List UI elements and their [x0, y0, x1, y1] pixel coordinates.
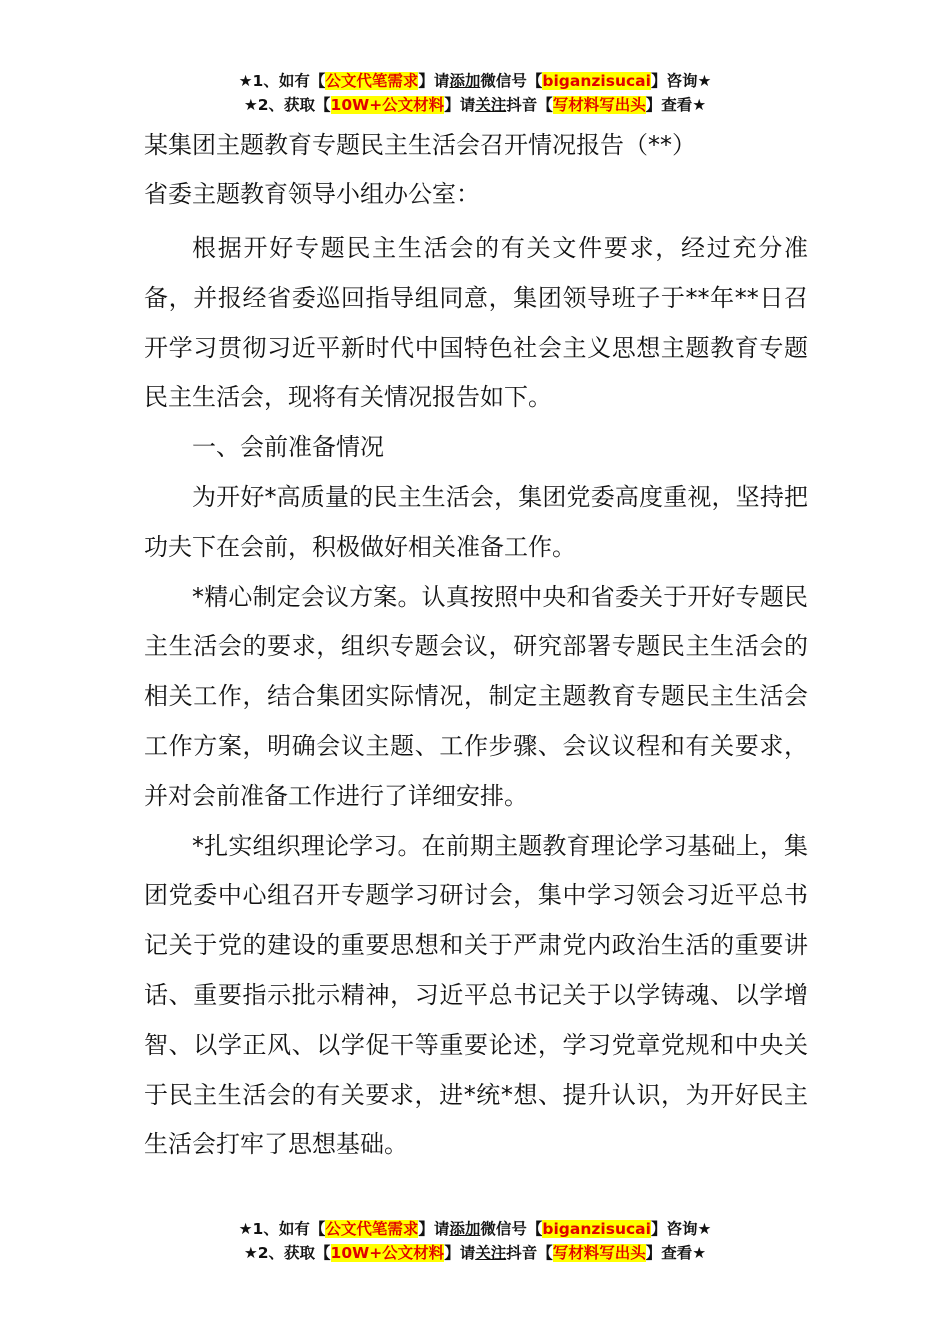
paragraph-meeting-plan: *精心制定会议方案。认真按照中央和省委关于开好专题民主生活会的要求，组织专题会议，研究部署专题民主生活会的相关工作，结合集团实际情况，制定主题教育专题民主生活会工作方案，明确会议主题、工作步骤、会议议程和有关要求，并对会前准备工作进行了详细安排。 — [144, 582, 808, 810]
banner-text: 】请 — [418, 1220, 450, 1238]
highlight-materials: 10W+公文材料 — [330, 96, 445, 114]
banner-text: 】咨询★ — [650, 1220, 712, 1238]
header-banner — [0, 69, 950, 117]
paragraph-preparation: 为开好*高质量的民主生活会，集团党委高度重视，坚持把功夫下在会前，积极做好相关准备工作。 — [144, 482, 808, 561]
paragraph-theory-study: *扎实组织理论学习。在前期主题教育理论学习基础上，集团党委中心组召开专题学习研讨会，集中学习领会习近平总书记关于党的建设的重要思想和关于严肃党内政治生活的重要讲话、重要指示批示精神，习近平总书记关于以学铸魂、以学增智、以学正风、以学促干等重要论述，学习党章党规和中央关于民主生活会的有关要求，进*统*想、提升认识，为开好民主生活会打牢了思想基础。 — [144, 831, 808, 1159]
paragraph-intro: 根据开好专题民主生活会的有关文件要求，经过充分准备，并报经省委巡回指导组同意，集团领导班子于**年**日召开学习贯彻习近平新时代中国特色社会主义思想主题教育专题民主生活会，现将有关情况报告如下。 — [144, 234, 808, 412]
banner-text: 抖音【 — [506, 96, 553, 114]
banner-text: ★2、获取【 — [243, 96, 331, 114]
banner-line-1 — [0, 69, 950, 93]
banner-text: 】请 — [444, 1244, 476, 1262]
banner-line-1 — [0, 1217, 950, 1241]
banner-underlined: 关注 — [475, 96, 507, 114]
banner-text: ★2、获取【 — [243, 1244, 331, 1262]
document-body — [144, 126, 808, 1170]
banner-text: 微信号【 — [480, 72, 543, 90]
banner-text: 】查看★ — [645, 1244, 707, 1262]
highlight-douyin-account: 写材料写出头 — [552, 96, 646, 114]
highlight-wechat-id: biganzisucai — [542, 72, 651, 90]
banner-text: ★1、如有【 — [238, 72, 326, 90]
banner-text: 】请 — [418, 72, 450, 90]
banner-underlined: 关注 — [475, 1244, 507, 1262]
banner-text: ★1、如有【 — [238, 1220, 326, 1238]
banner-text: 】查看★ — [645, 96, 707, 114]
highlight-materials: 10W+公文材料 — [330, 1244, 445, 1262]
banner-underlined: 添加 — [449, 72, 481, 90]
document-title: 某集团主题教育专题民主生活会召开情况报告（**） — [144, 131, 696, 159]
highlight-service: 公文代笔需求 — [325, 1220, 419, 1238]
document-addressee: 省委主题教育领导小组办公室： — [144, 180, 480, 208]
section-heading-1: 一、会前准备情况 — [192, 433, 384, 462]
banner-text: 】请 — [444, 96, 476, 114]
banner-line-2 — [0, 1241, 950, 1265]
banner-text: 】咨询★ — [650, 72, 712, 90]
banner-text: 微信号【 — [480, 1220, 543, 1238]
banner-line-2 — [0, 93, 950, 117]
banner-underlined: 添加 — [449, 1220, 481, 1238]
highlight-wechat-id: biganzisucai — [542, 1220, 651, 1238]
footer-banner — [0, 1217, 950, 1265]
highlight-douyin-account: 写材料写出头 — [552, 1244, 646, 1262]
highlight-service: 公文代笔需求 — [325, 72, 419, 90]
banner-text: 抖音【 — [506, 1244, 553, 1262]
